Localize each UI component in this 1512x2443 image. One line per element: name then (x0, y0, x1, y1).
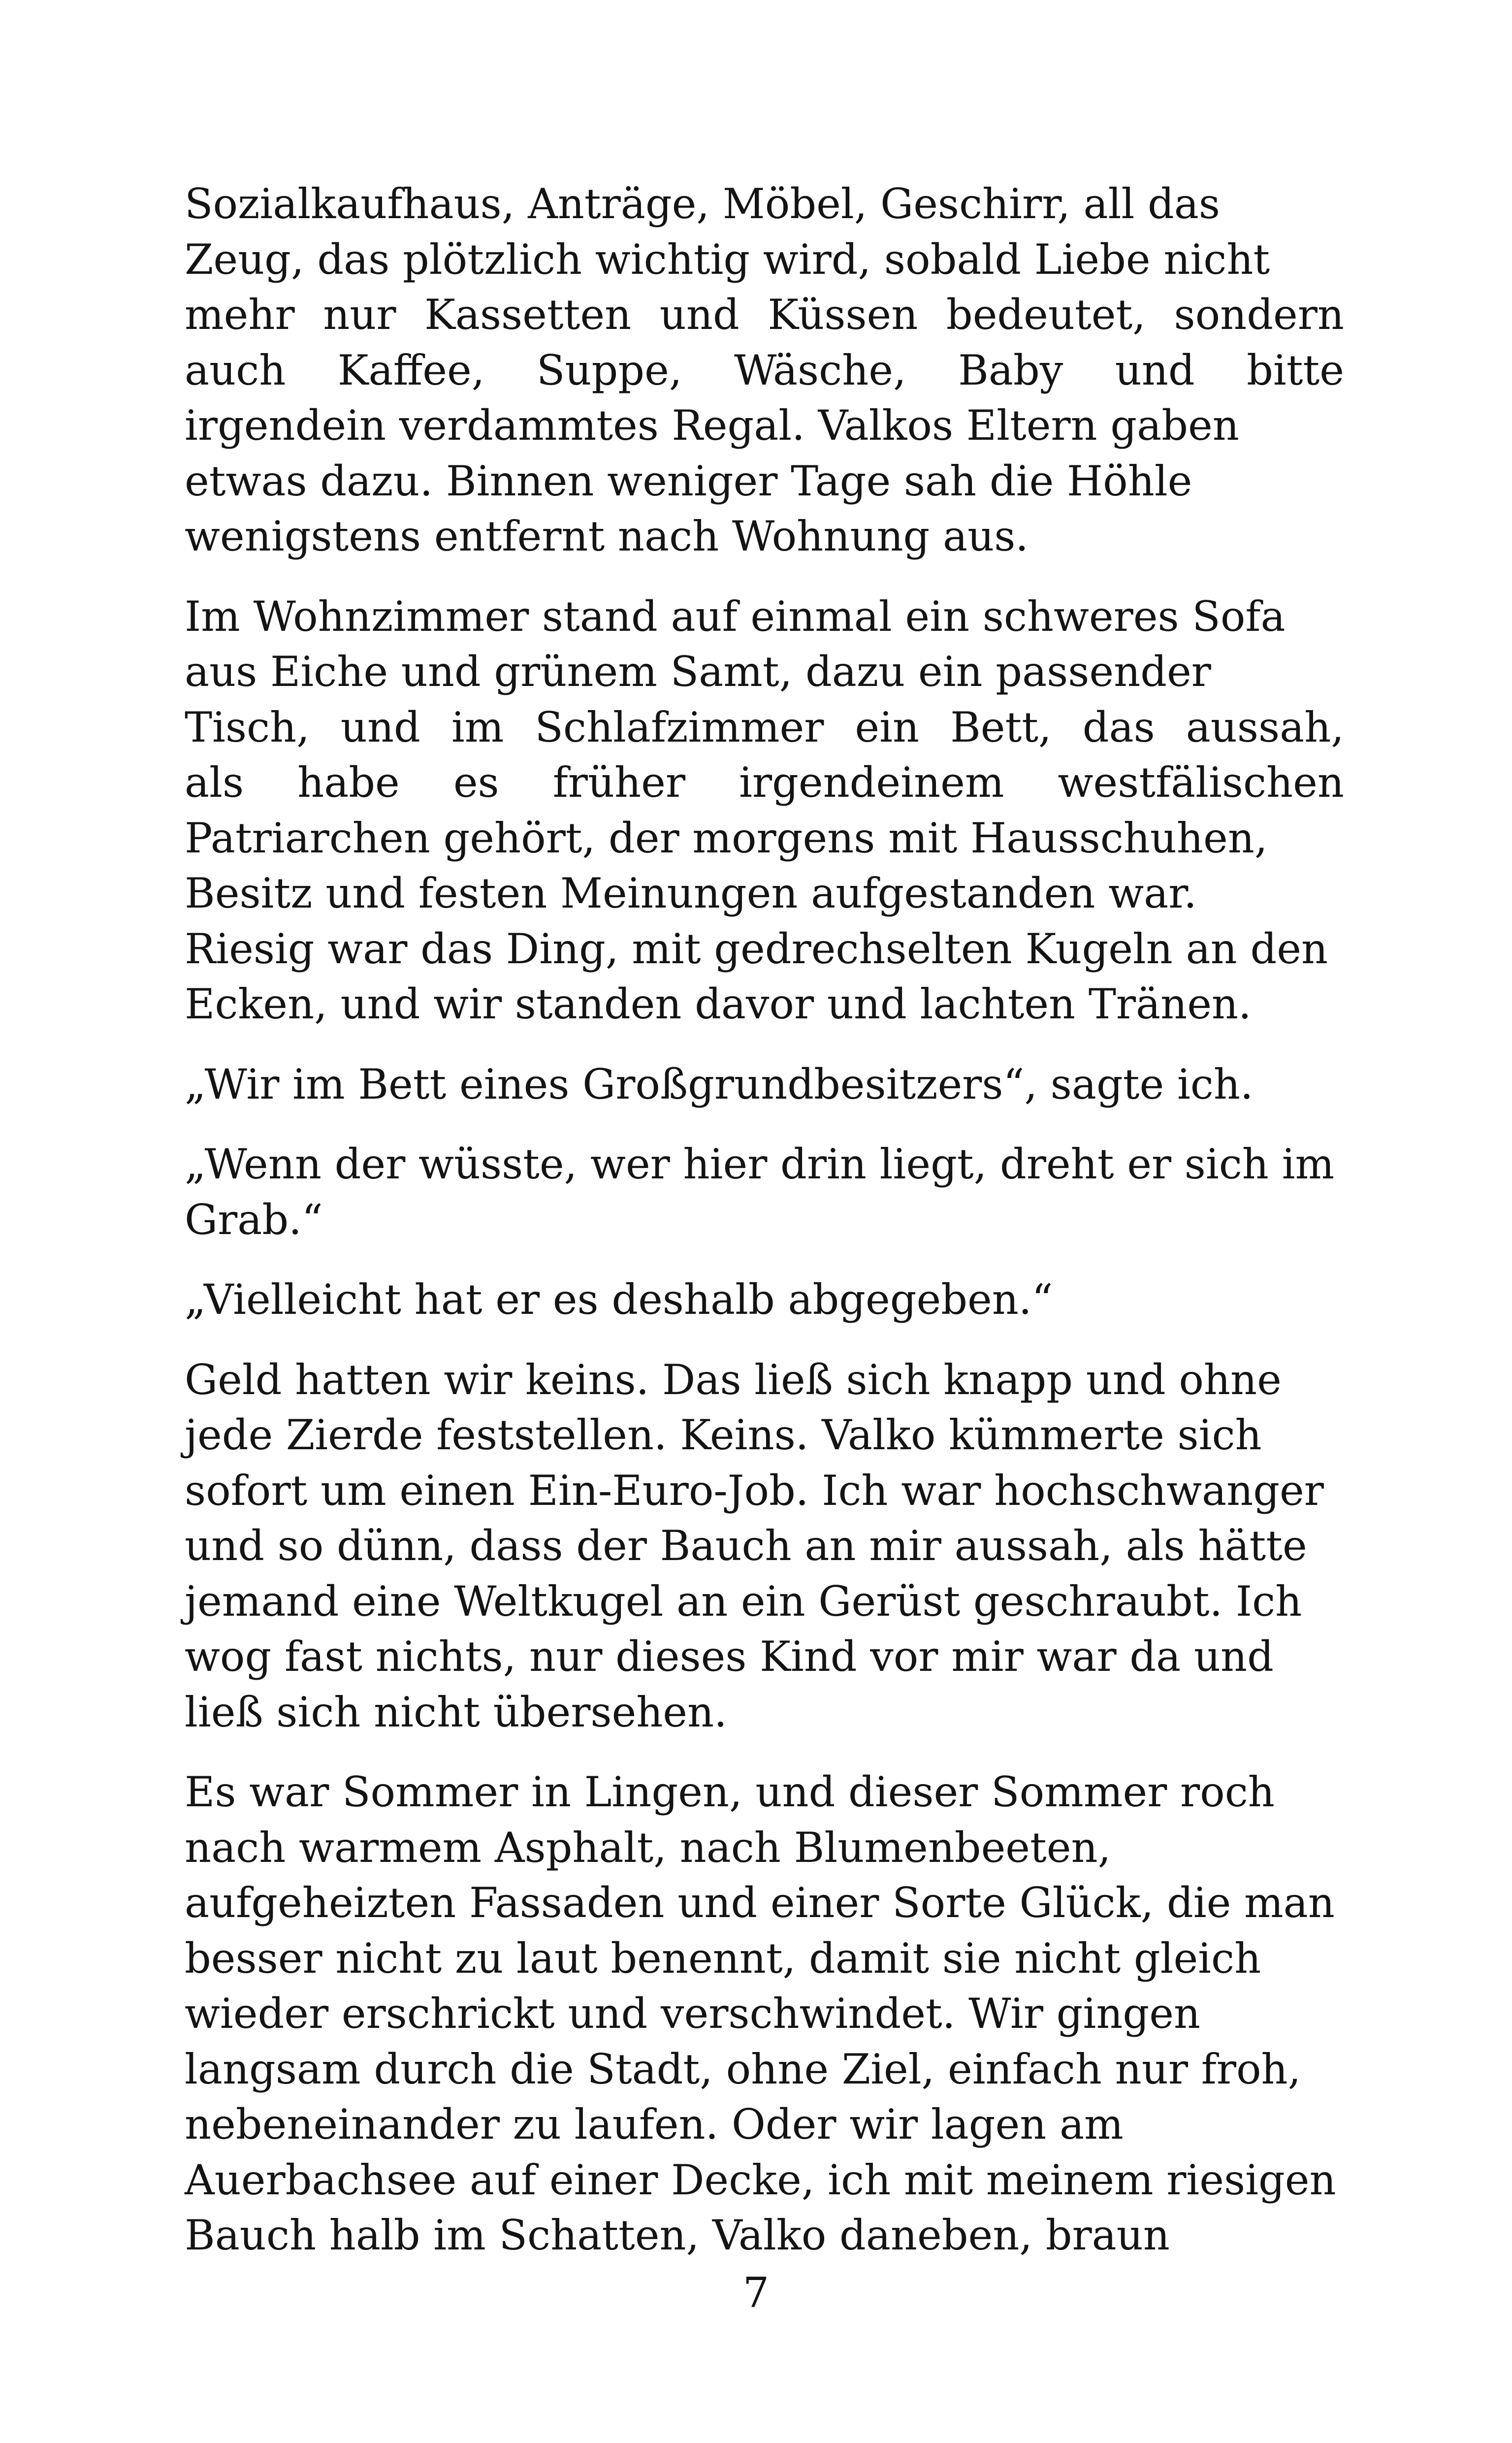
text-line-justified (185, 755, 1344, 811)
text-line: wieder erschrickt und verschwindet. Wir gingen (185, 1989, 1201, 2038)
word: es (453, 758, 499, 807)
text-line: Grab.“ (185, 1195, 323, 1244)
paragraph (185, 1057, 1344, 1112)
word: Kaffee, (337, 346, 485, 394)
paragraph (185, 1272, 1344, 1328)
text-line: Riesig war das Ding, mit gedrechselten Kugeln an den (185, 924, 1328, 973)
text-line-justified (185, 700, 1344, 755)
paragraph (185, 1137, 1344, 1247)
word: Baby (958, 346, 1063, 394)
text-line: Auerbachsee auf einer Decke, ich mit meinem riesigen (185, 2155, 1336, 2204)
paragraph (185, 1764, 1344, 2263)
text-line: Zeug, das plötzlich wichtig wird, sobald Liebe nicht (185, 235, 1270, 284)
text-line: jemand eine Weltkugel an ein Gerüst geschraubt. Ich (185, 1577, 1302, 1626)
text-line: nach warmem Asphalt, nach Blumenbeeten, (185, 1823, 1111, 1872)
word: ein (855, 703, 920, 751)
word: Suppe, (536, 346, 682, 394)
word: als (185, 758, 244, 807)
paragraph (185, 1352, 1344, 1740)
word: und (1115, 346, 1195, 394)
word: im (451, 703, 504, 751)
word: Bett, (950, 703, 1052, 751)
text-line: besser nicht zu laut benennt, damit sie nicht gleich (185, 1934, 1261, 1983)
text-line-justified (185, 343, 1344, 398)
text-line: jede Zierde feststellen. Keins. Valko kümmerte sich (185, 1411, 1262, 1459)
text-line: aufgeheizten Fassaden und einer Sorte Glück, die man (185, 1879, 1335, 1927)
word: mehr (185, 291, 295, 339)
word: auch (185, 346, 286, 394)
word: sondern (1174, 291, 1344, 339)
text-line: Bauch halb im Schatten, Valko daneben, braun (185, 2211, 1170, 2259)
text-line: Ecken, und wir standen davor und lachten Tränen. (185, 980, 1252, 1028)
body-text (185, 176, 1344, 2288)
text-line: etwas dazu. Binnen weniger Tage sah die Höhle (185, 456, 1192, 505)
text-line-justified (185, 287, 1344, 343)
text-line: irgendein verdammtes Regal. Valkos Eltern gaben (185, 401, 1239, 450)
word: und (340, 703, 420, 751)
text-line: sofort um einen Ein-Euro-Job. Ich war hochschwanger (185, 1466, 1324, 1515)
text-line: langsam durch die Stadt, ohne Ziel, einfach nur froh, (185, 2045, 1301, 2093)
word: bitte (1247, 346, 1344, 394)
word: Wäsche, (734, 346, 906, 394)
page-number: 7 (742, 2269, 770, 2317)
word: westfälischen (1058, 758, 1344, 807)
text-line: Es war Sommer in Lingen, und dieser Sommer roch (185, 1768, 1275, 1816)
text-line: wenigstens entfernt nach Wohnung aus. (185, 512, 1029, 560)
text-line: Sozialkaufhaus, Anträge, Möbel, Geschirr, all das (185, 180, 1220, 228)
text-line: „Wir im Bett eines Großgrundbesitzers“, sagte ich. (185, 1060, 1254, 1108)
text-line: „Wenn der wüsste, wer hier drin liegt, dreht er sich im (185, 1140, 1335, 1188)
text-line: nebeneinander zu laufen. Oder wir lagen am (185, 2100, 1124, 2149)
text-line: ließ sich nicht übersehen. (185, 1688, 727, 1736)
word: und (659, 291, 740, 339)
word: habe (297, 758, 400, 807)
text-line: „Vielleicht hat er es deshalb abgegeben.“ (185, 1275, 1053, 1324)
text-line: Im Wohnzimmer stand auf einmal ein schweres Sofa (185, 592, 1286, 641)
word: Kassetten (424, 291, 632, 339)
word: Küssen (768, 291, 918, 339)
paragraph (185, 589, 1344, 1032)
text-line: Geld hatten wir keins. Das ließ sich knapp und ohne (185, 1355, 1282, 1404)
word: Tisch, (185, 703, 310, 751)
word: früher (552, 758, 686, 807)
word: Schlafzimmer (535, 703, 824, 751)
paragraph (185, 176, 1344, 564)
text-line: Besitz und festen Meinungen aufgestanden war. (185, 869, 1197, 917)
text-line: Patriarchen gehört, der morgens mit Hausschuhen, (185, 814, 1268, 862)
text-line: und so dünn, dass der Bauch an mir aussah, als hätte (185, 1522, 1307, 1570)
word: irgendeinem (739, 758, 1004, 807)
word: nur (323, 291, 396, 339)
word: aussah, (1186, 703, 1344, 751)
word: bedeutet, (946, 291, 1146, 339)
word: das (1082, 703, 1155, 751)
text-line: aus Eiche und grünem Samt, dazu ein passender (185, 648, 1211, 696)
text-line: wog fast nichts, nur dieses Kind vor mir war da und (185, 1632, 1274, 1681)
